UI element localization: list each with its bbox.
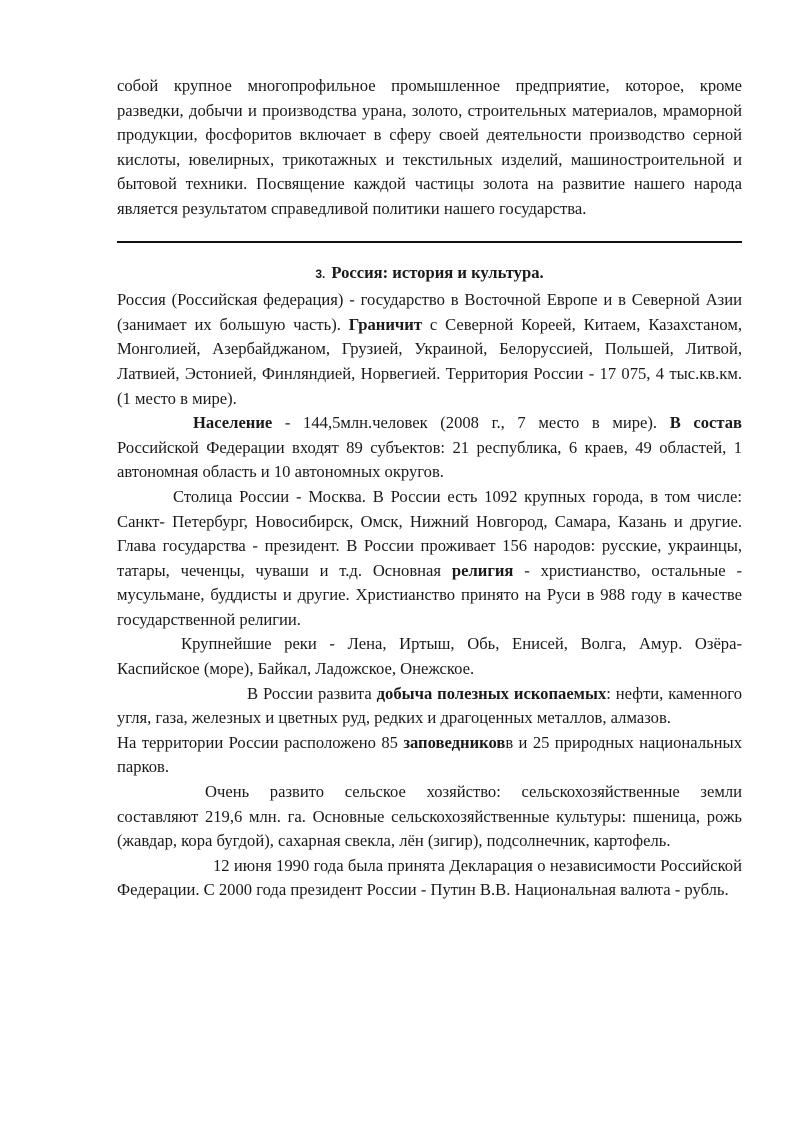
text-run: Столица России - Москва. В России есть 1092 крупных города, в том числе: Санкт- Петербург, Новосибирск, Омск, Нижний Новгород, Самара, Казань и другие. Глава государства - президент. В России проживает 156 народов: русские, украинцы, татары, чеченцы, чуваши и т.д. Основная [117, 486, 742, 580]
section-heading [117, 261, 742, 287]
text-run: В России развита [247, 683, 377, 703]
document-page [117, 74, 742, 903]
text-run: На территории России расположено 85 [117, 732, 404, 752]
bold-term-borders: Граничит [348, 314, 422, 334]
section-title: Россия: история и культура. [331, 262, 544, 282]
paragraph-rivers: Крупнейшие реки - Лена, Иртыш, Обь, Енисей, Волга, Амур. Озёра- Каспийское (море), Байкал, Ладожское, Онежское. [117, 634, 742, 679]
bold-term-religion: религия [451, 560, 514, 580]
bold-term-population: Население [193, 413, 273, 433]
paragraph-minerals [117, 682, 742, 731]
bold-term-reserves: заповедников [403, 732, 506, 752]
paragraph-capital [117, 485, 742, 633]
text-run: Российской Федерации входят 89 субъектов: 21 республика, 6 краев, 49 областей, 1 автономная область и 10 автономных округов. [117, 437, 742, 482]
paragraph-population [117, 411, 742, 485]
paragraph-agriculture: Очень развито сельское хозяйство: сельскохозяйственные земли составляют 219,6 млн. га. Основные сельскохозяйственные культуры: пшеница, рожь (жавдар, кора бугдой), сахарная свекла, лён (зигир), подсолнечник, картофель. [117, 782, 742, 851]
horizontal-divider [117, 241, 742, 243]
text-run: : нефти, каменного угля, газа, железных и цветных руд, редких и драгоценных металлов, алмазов. [117, 683, 742, 728]
paragraph-borders [117, 288, 742, 411]
text-run: Россия (Российская федерация) - государство в Восточной Европе и в Северной Азии (занимает их большую часть). [117, 290, 742, 334]
text-run: с Северной Кореей, Китаем, Казахстаном, Монголией, Азербайджаном, Грузией, Украиной, Белоруссией, Польшей, Литвой, Латвией, Эстонией, Финляндией, Норвегией. Территория России - 17 075, 4 тыс.кв.км. (1 место в мире). [117, 314, 742, 408]
paragraph-declaration: 12 июня 1990 года была принята Декларация о независимости Российской Федерации. С 2000 года президент России - Путин В.В. Национальная валюта - рубль. [117, 855, 742, 900]
text-run: - христианство, остальные - мусульмане, буддисты и другие. Христианство принято на Руси в 988 году в качестве государственной религии. [117, 560, 742, 629]
text-run: - 144,5млн.человек (2008 г., 7 место в мире). [272, 413, 670, 433]
text-run: в и 25 природных национальных парков. [117, 732, 742, 777]
section-number: 3. [315, 266, 326, 281]
bold-term-composition: В состав [669, 413, 743, 433]
bold-term-minerals: добыча полезных ископаемых [376, 683, 607, 703]
intro-paragraph: собой крупное многопрофильное промышленное предприятие, которое, кроме разведки, добычи и производства урана, золото, строительных материалов, мраморной продукции, фосфоритов включает в сферу своей деятельности производство серной кислоты, ювелирных, трикотажных и текстильных изделий, машиностроительной и бытовой техники. Посвящение каждой частицы золота на развитие нашего народа является результатом справедливой политики нашего государства. [117, 76, 742, 218]
paragraph-reserves [117, 731, 742, 780]
